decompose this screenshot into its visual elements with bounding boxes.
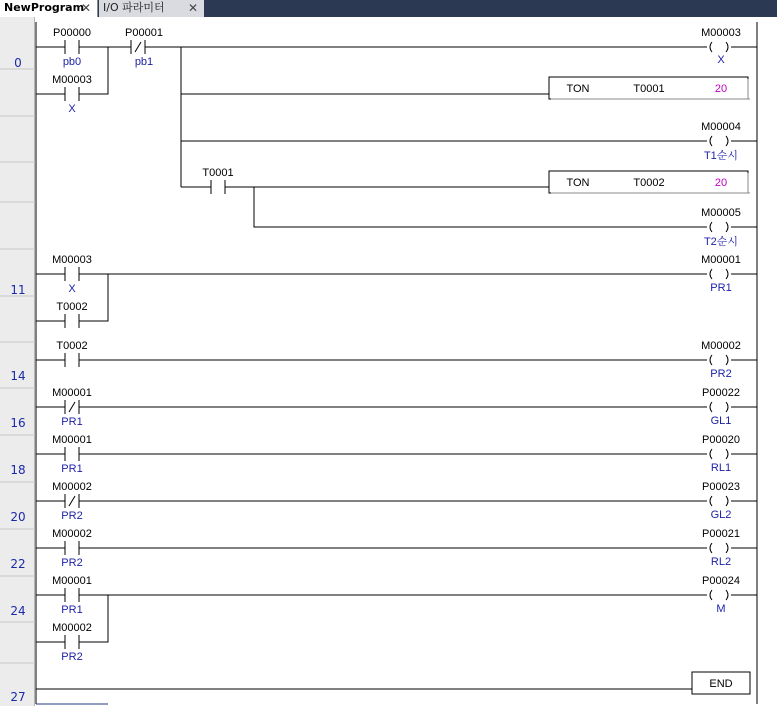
timer-device: T0001: [633, 83, 665, 95]
contact-device: M00001: [52, 575, 92, 587]
contact-comment: PR2: [61, 651, 83, 663]
timer-instruction: TON: [566, 83, 590, 95]
contact-device: P00000: [53, 27, 91, 39]
ladder-wires: [36, 22, 757, 704]
contact-comment: pb0: [62, 56, 82, 68]
rung-number: 11: [10, 283, 26, 297]
row-grid: [0, 69, 35, 663]
contact-device: T0002: [56, 301, 88, 313]
timer-device: T0002: [633, 177, 665, 189]
tab-label: I/O 파라미터: [103, 1, 165, 14]
close-icon[interactable]: ✕: [187, 1, 198, 15]
contact-comment: PR1: [61, 463, 83, 475]
end-instruction[interactable]: [692, 672, 750, 694]
contact-comment: PR1: [61, 416, 83, 428]
contact-device: T0001: [202, 167, 234, 179]
coil-device: P00021: [702, 528, 740, 540]
coil-device: M00003: [701, 27, 741, 39]
coil-comment: GL2: [710, 509, 732, 521]
contact-device: M00001: [52, 434, 92, 446]
coil-device: P00022: [702, 387, 740, 399]
timer-block-t0001[interactable]: [549, 77, 750, 99]
contact-t0001[interactable]: [202, 167, 233, 194]
contact-comment: PR2: [61, 510, 83, 522]
contact-device: M00001: [52, 387, 92, 399]
rung-number: 27: [10, 690, 26, 704]
contact-t0002[interactable]: [56, 340, 87, 367]
coil-device: M00004: [701, 121, 741, 133]
contact-device: M00003: [52, 254, 92, 266]
coil-comment: GL1: [710, 415, 732, 427]
contact-comment: X: [68, 283, 76, 295]
timer-preset: 20: [714, 177, 728, 189]
coil-comment: RL1: [710, 462, 732, 474]
coil-comment: X: [717, 54, 725, 66]
contact-comment: pb1: [134, 56, 154, 68]
contact-comment: X: [68, 103, 76, 115]
rung-number: 22: [10, 557, 26, 571]
contact-device: M00003: [52, 74, 92, 86]
close-icon[interactable]: ✕: [80, 1, 91, 15]
contact-t0002[interactable]: [56, 301, 87, 328]
coil-device: P00020: [702, 434, 740, 446]
end-label: END: [709, 678, 733, 690]
contact-device: P00001: [125, 27, 163, 39]
tab-label: NewProgram: [4, 1, 85, 14]
rung-number: 14: [10, 369, 26, 383]
timer-preset: 20: [714, 83, 728, 95]
coil-comment: PR1: [710, 282, 732, 294]
coil-device: P00023: [702, 481, 740, 493]
contact-device: M00002: [52, 481, 92, 493]
coil-comment: PR2: [710, 368, 732, 380]
contact-comment: PR1: [61, 604, 83, 616]
coil-comment: T1순시: [703, 150, 739, 162]
contact-device: M00002: [52, 622, 92, 634]
coil-comment: T2순시: [703, 236, 739, 248]
rung-number: 20: [10, 510, 26, 524]
contact-device: M00002: [52, 528, 92, 540]
coil-device: M00002: [701, 340, 741, 352]
rung-number: 18: [10, 463, 26, 477]
coil-comment: RL2: [710, 556, 732, 568]
contact-comment: PR2: [61, 557, 83, 569]
coil-device: M00005: [701, 207, 741, 219]
timer-instruction: TON: [566, 177, 590, 189]
rung-number: 0: [14, 56, 22, 70]
timer-block-t0002[interactable]: [549, 171, 750, 193]
rung-number: 24: [10, 604, 26, 618]
coil-device: P00024: [702, 575, 740, 587]
rung-number: 16: [10, 416, 26, 430]
coil-comment: M: [716, 603, 726, 615]
contact-device: T0002: [56, 340, 88, 352]
coil-device: M00001: [701, 254, 741, 266]
